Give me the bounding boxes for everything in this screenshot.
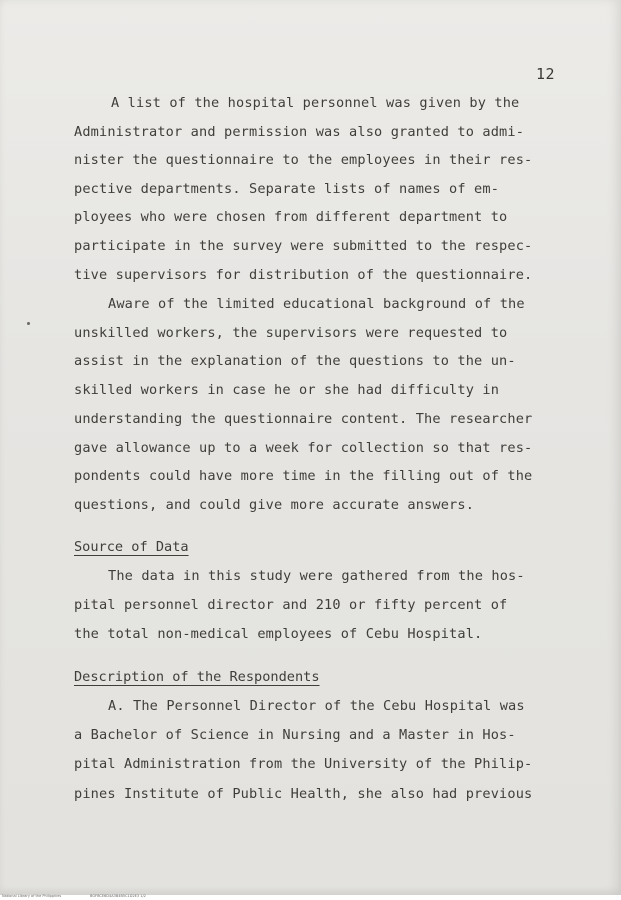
paragraph-2-line-8: questions, and could give more accurate answers. [74, 497, 475, 513]
section-heading-description-of-respondents: Description of the Respondents [74, 669, 320, 685]
paragraph-2-line-2: unskilled workers, the supervisors were requested to [74, 325, 508, 341]
section-heading-source-of-data: Source of Data [74, 539, 189, 555]
respondents-line-2: a Bachelor of Science in Nursing and a Master in Hos- [74, 727, 516, 743]
paragraph-1-line-2: Administrator and permission was also granted to admi- [74, 124, 525, 140]
paragraph-2-line-5: understanding the questionnaire content. The researcher [74, 411, 533, 427]
respondents-line-4: pines Institute of Public Health, she also had previous [74, 786, 533, 802]
footer-library-credit: National Library of the Philippines [2, 894, 62, 898]
paragraph-2-line-6: gave allowance up to a week for collection so that res- [74, 440, 533, 456]
paragraph-2-line-4: skilled workers in case he or she had difficulty in [74, 382, 500, 398]
paragraph-2-line-1: Aware of the limited educational background of the [108, 296, 525, 312]
paragraph-1-line-7: tive supervisors for distribution of the questionnaire. [74, 267, 533, 283]
scan-footer [0, 895, 621, 900]
paragraph-2-line-7: pondents could have more time in the filling out of the [74, 468, 533, 484]
respondents-line-3: pital Administration from the University of the Philip- [74, 756, 533, 772]
paragraph-2-line-3: assist in the explanation of the questions to the un- [74, 353, 516, 369]
source-line-1: The data in this study were gathered from the hos- [108, 568, 525, 584]
paragraph-1-line-1: A list of the hospital personnel was given by the [111, 95, 520, 111]
source-line-3: the total non-medical employees of Cebu Hospital. [74, 626, 483, 642]
paragraph-1-line-6: participate in the survey were submitted to the respec- [74, 238, 533, 254]
page-number: 12 [536, 65, 556, 83]
paper-speck [27, 322, 30, 325]
respondents-line-1: A. The Personnel Director of the Cebu Hospital was [108, 698, 525, 714]
paragraph-1-line-4: pective departments. Separate lists of names of em- [74, 181, 500, 197]
paragraph-1-line-5: ployees who were chosen from different department to [74, 209, 508, 225]
paragraph-1-line-3: nister the questionnaire to the employees in their res- [74, 152, 533, 168]
footer-scan-id: BGFBCE6D4A3B4B5C1D2E3 1/2 [90, 894, 146, 898]
source-line-2: pital personnel director and 210 or fifty percent of [74, 597, 508, 613]
